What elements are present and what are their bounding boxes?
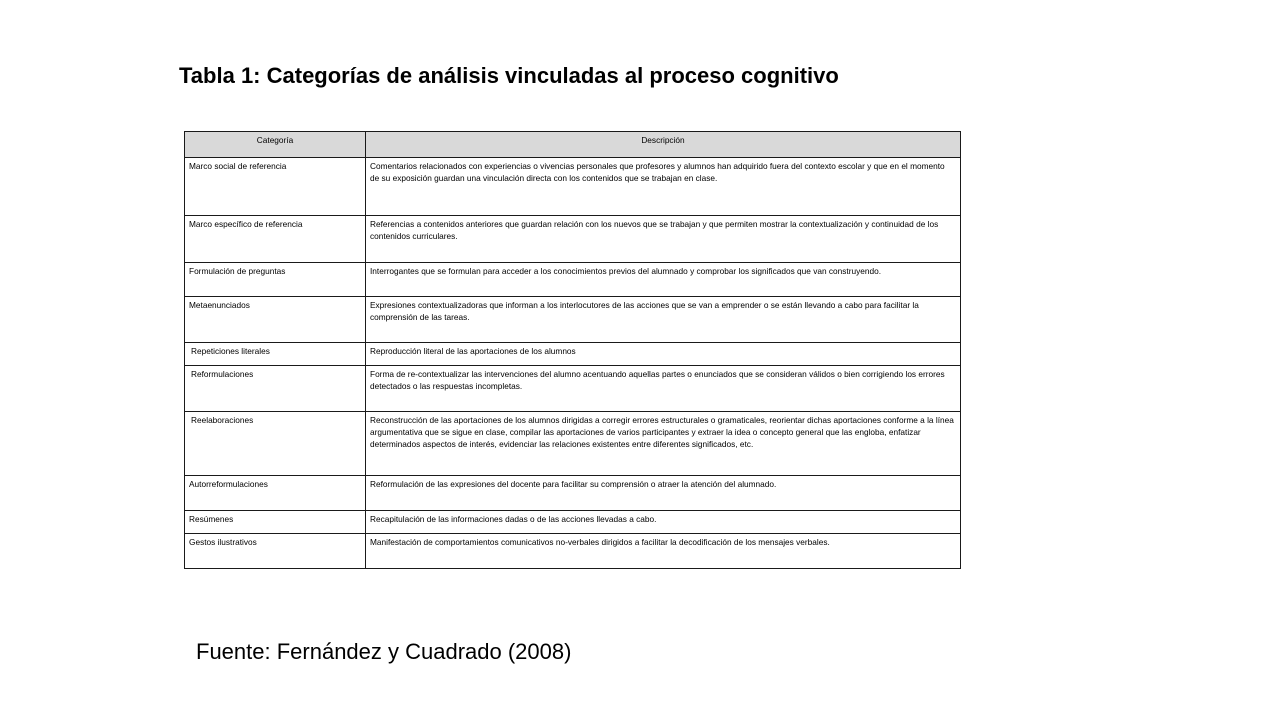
description-cell: Reconstrucción de las aportaciones de los alumnos dirigidas a corregir errores estructurales o gramaticales, reorientar dichas aportaciones conforme a la línea argumentativa que se sigue en clase, compilar las aportaciones de varios participantes y extraer la idea o concepto general que las engloba, enfatizar determinados aspectos de interés, evidenciar las relaciones existentes entre diferentes significados, etc. xyxy=(366,412,961,476)
category-cell: Resúmenes xyxy=(185,511,366,534)
description-cell: Referencias a contenidos anteriores que guardan relación con los nuevos que se trabajan y que permiten mostrar la contextualización y continuidad de los contenidos curriculares. xyxy=(366,216,961,263)
description-cell: Forma de re-contextualizar las intervenciones del alumno acentuando aquellas partes o enunciados que se consideran válidos o bien corrigiendo los errores detectados o las respuestas incompletas. xyxy=(366,366,961,412)
category-cell: Marco específico de referencia xyxy=(185,216,366,263)
category-cell: Repeticiones literales xyxy=(185,343,366,366)
categories-table-container xyxy=(184,131,960,569)
header-description: Descripción xyxy=(366,132,961,158)
table-row xyxy=(185,412,961,476)
description-cell: Comentarios relacionados con experiencias o vivencias personales que profesores y alumnos han adquirido fuera del contexto escolar y que en el momento de su exposición guardan una vinculación directa con los contenidos que se trabajan en clase. xyxy=(366,158,961,216)
table-row xyxy=(185,216,961,263)
table-row xyxy=(185,366,961,412)
table-row xyxy=(185,343,961,366)
description-cell: Reformulación de las expresiones del docente para facilitar su comprensión o atraer la atención del alumnado. xyxy=(366,476,961,511)
category-cell: Formulación de preguntas xyxy=(185,263,366,297)
description-cell: Interrogantes que se formulan para acceder a los conocimientos previos del alumnado y comprobar los significados que van construyendo. xyxy=(366,263,961,297)
header-category: Categoría xyxy=(185,132,366,158)
table-row xyxy=(185,263,961,297)
table-row xyxy=(185,534,961,569)
table-row xyxy=(185,476,961,511)
description-cell: Recapitulación de las informaciones dadas o de las acciones llevadas a cabo. xyxy=(366,511,961,534)
categories-table xyxy=(184,131,961,569)
table-row xyxy=(185,297,961,343)
category-cell: Gestos ilustrativos xyxy=(185,534,366,569)
description-cell: Expresiones contextualizadoras que informan a los interlocutores de las acciones que se van a emprender o se están llevando a cabo para facilitar la comprensión de las tareas. xyxy=(366,297,961,343)
category-cell: Metaenunciados xyxy=(185,297,366,343)
category-cell: Autorreformulaciones xyxy=(185,476,366,511)
source-citation: Fuente: Fernández y Cuadrado (2008) xyxy=(196,639,572,664)
category-cell: Reelaboraciones xyxy=(185,412,366,476)
description-cell: Manifestación de comportamientos comunicativos no-verbales dirigidos a facilitar la decodificación de los mensajes verbales. xyxy=(366,534,961,569)
table-header-row xyxy=(185,132,961,158)
slide-title: Tabla 1: Categorías de análisis vinculadas al proceso cognitivo xyxy=(179,63,839,88)
category-cell: Marco social de referencia xyxy=(185,158,366,216)
category-cell: Reformulaciones xyxy=(185,366,366,412)
description-cell: Reproducción literal de las aportaciones de los alumnos xyxy=(366,343,961,366)
table-row xyxy=(185,511,961,534)
table-row xyxy=(185,158,961,216)
